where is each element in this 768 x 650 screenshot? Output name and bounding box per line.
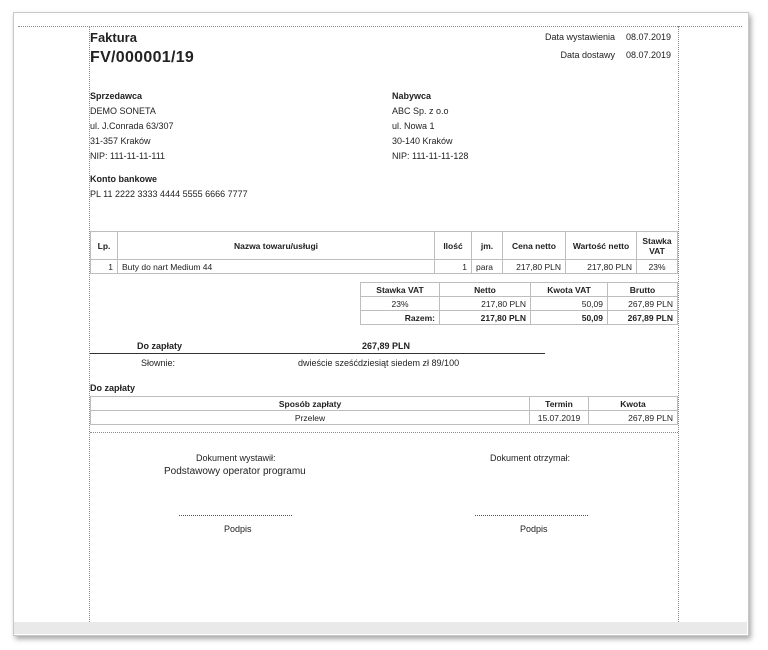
seller-heading: Sprzedawca: [90, 91, 143, 101]
seller-block: [90, 89, 174, 164]
due-underline: [90, 353, 545, 354]
vat-total-gross: 267,89 PLN: [608, 311, 678, 325]
table-row: [91, 260, 678, 274]
item-unit: para: [472, 260, 503, 274]
item-net-value: 217,80 PLN: [566, 260, 637, 274]
vat-amount: 50,09: [531, 297, 608, 311]
item-vat-rate: 23%: [637, 260, 678, 274]
pay-col-term: Termin: [530, 397, 589, 411]
amount-in-words: dwieście sześćdziesiąt siedem zł 89/100: [298, 358, 460, 368]
col-lp: Lp.: [91, 232, 118, 260]
item-qty: 1: [435, 260, 472, 274]
vat-col-net: Netto: [440, 283, 531, 297]
right-margin-guide: [678, 26, 679, 622]
table-row: [361, 297, 678, 311]
col-vat-rate-l1: Stawka: [642, 235, 672, 246]
delivery-date: 08.07.2019: [626, 50, 672, 60]
vat-total-vat: 50,09: [531, 311, 608, 325]
vat-rate: 23%: [361, 297, 440, 311]
buyer-city: 30-140 Kraków: [392, 136, 453, 146]
items-table: [90, 231, 678, 274]
issued-by-name: Podstawowy operator programu: [164, 466, 306, 477]
seller-city: 31-357 Kraków: [90, 136, 151, 146]
words-label: Słownie:: [141, 358, 176, 368]
invoice-type: Faktura: [90, 30, 137, 45]
seller-street: ul. J.Conrada 63/307: [90, 121, 174, 131]
due-amount: 267,89 PLN: [362, 341, 411, 351]
col-vat-rate-l2: VAT: [649, 245, 665, 256]
vat-total-row: [361, 311, 678, 325]
vat-col-vat: Kwota VAT: [531, 283, 608, 297]
pay-amount: 267,89 PLN: [589, 411, 678, 425]
separator-line: [90, 432, 678, 433]
col-unit: jm.: [472, 232, 503, 260]
vat-gross: 267,89 PLN: [608, 297, 678, 311]
vat-summary-table: [360, 282, 678, 325]
signature-line-left: [179, 515, 292, 516]
due-label: Do zapłaty: [137, 341, 183, 351]
payment-table: [90, 396, 678, 425]
col-qty: Ilość: [435, 232, 472, 260]
col-net-value: Wartość netto: [566, 232, 637, 260]
vat-col-rate: Stawka VAT: [361, 283, 440, 297]
items-header-row: [91, 232, 678, 260]
vat-col-gross: Brutto: [608, 283, 678, 297]
buyer-street: ul. Nowa 1: [392, 121, 435, 131]
pay-method: Przelew: [91, 411, 530, 425]
signature-line-right: [475, 515, 588, 516]
top-margin-guide: [18, 26, 742, 27]
issued-by-label: Dokument wystawił:: [196, 453, 276, 463]
delivery-date-label: Data dostawy: [560, 50, 615, 60]
bank-block: [90, 172, 248, 202]
received-by-label: Dokument otrzymał:: [490, 453, 571, 463]
vat-header-row: [361, 283, 678, 297]
vat-total-net: 217,80 PLN: [440, 311, 531, 325]
col-net-price: Cena netto: [503, 232, 566, 260]
vat-total-label: Razem:: [361, 311, 440, 325]
bank-heading: Konto bankowe: [90, 174, 157, 184]
buyer-name: ABC Sp. z o.o: [392, 106, 449, 116]
invoice-number: FV/000001/19: [90, 49, 195, 66]
seller-nip: NIP: 111-11-11-111: [90, 151, 166, 161]
page-bottom-band: [14, 622, 747, 634]
vat-net: 217,80 PLN: [440, 297, 531, 311]
issue-date: 08.07.2019: [626, 32, 672, 42]
bank-account: PL 11 2222 3333 4444 5555 6666 7777: [90, 189, 248, 199]
buyer-nip: NIP: 111-11-11-128: [392, 151, 469, 161]
item-net-price: 217,80 PLN: [503, 260, 566, 274]
col-name: Nazwa towaru/usługi: [118, 232, 435, 260]
buyer-heading: Nabywca: [392, 91, 432, 101]
payment-header-row: [91, 397, 678, 411]
signature-label-left: Podpis: [224, 524, 252, 534]
pay-col-method: Sposób zapłaty: [91, 397, 530, 411]
item-lp: 1: [91, 260, 118, 274]
seller-name: DEMO SONETA: [90, 106, 156, 116]
issue-date-label: Data wystawienia: [544, 32, 615, 42]
signature-label-right: Podpis: [520, 524, 548, 534]
pay-term: 15.07.2019: [530, 411, 589, 425]
col-vat-rate: [637, 232, 678, 260]
item-name: Buty do nart Medium 44: [118, 260, 435, 274]
table-row: [91, 411, 678, 425]
buyer-block: [392, 89, 468, 164]
pay-col-amount: Kwota: [589, 397, 678, 411]
payment-heading: Do zapłaty: [90, 383, 136, 393]
